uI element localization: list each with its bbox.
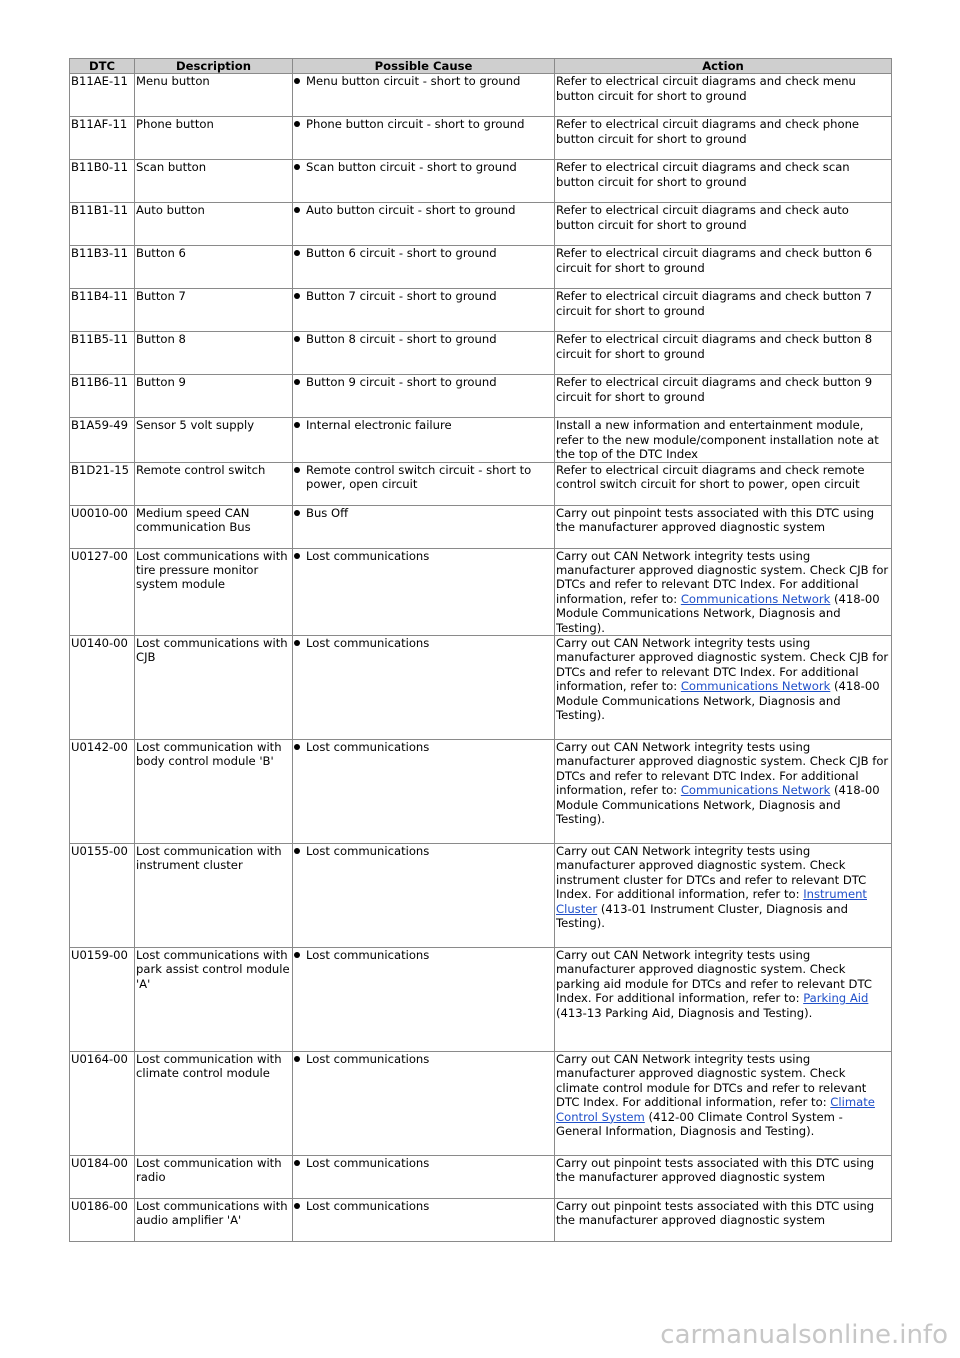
possible-cause <box>294 844 552 858</box>
dtc-description: Lost communication with instrument cluster <box>135 844 293 948</box>
bullet-icon <box>294 379 300 385</box>
dtc-description: Menu button <box>135 74 293 117</box>
possible-cause-cell <box>293 1156 555 1199</box>
table-row <box>70 844 892 948</box>
action-cell <box>555 1052 892 1156</box>
possible-cause <box>294 74 552 88</box>
bullet-icon <box>294 78 300 84</box>
dtc-description: Lost communications with CJB <box>135 636 293 740</box>
action-cell <box>555 332 892 375</box>
action-cell <box>555 117 892 160</box>
possible-cause-cell <box>293 74 555 117</box>
action-cell <box>555 74 892 117</box>
possible-cause <box>294 740 552 754</box>
possible-cause <box>294 246 552 260</box>
table-row <box>70 418 892 462</box>
action-cell <box>555 505 892 548</box>
dtc-description: Button 9 <box>135 375 293 418</box>
header-action: Action <box>555 59 892 74</box>
bullet-icon <box>294 422 300 428</box>
reference-link[interactable]: Instrument Cluster <box>556 887 867 916</box>
action-text: Install a new information and entertainment module, refer to the new module/component installation note at the top of the DTC Index <box>556 418 879 462</box>
possible-cause <box>294 636 552 650</box>
reference-link[interactable]: Communications Network <box>680 591 831 606</box>
possible-cause-text: Lost communications <box>306 844 430 859</box>
action-text: (418-00 Module Communications Network, Diagnosis and Testing). <box>556 591 880 635</box>
bullet-icon <box>294 848 300 854</box>
possible-cause-text: Lost communications <box>306 1052 430 1067</box>
possible-cause <box>294 117 552 131</box>
possible-cause <box>294 332 552 346</box>
table-row <box>70 548 892 635</box>
table-row <box>70 1199 892 1242</box>
possible-cause-text: Button 9 circuit - short to ground <box>306 375 497 390</box>
dtc-description: Lost communication with body control module 'B' <box>135 740 293 844</box>
watermark: carmanualsonline.info <box>660 1320 948 1350</box>
bullet-icon <box>294 510 300 516</box>
action-cell <box>555 203 892 246</box>
possible-cause-cell <box>293 740 555 844</box>
dtc-code: U0140-00 <box>70 636 135 740</box>
possible-cause-text: Scan button circuit - short to ground <box>306 160 517 175</box>
possible-cause-text: Lost communications <box>306 548 430 563</box>
possible-cause-text: Lost communications <box>306 1156 430 1171</box>
table-row <box>70 740 892 844</box>
header-possible-cause: Possible Cause <box>293 59 555 74</box>
bullet-icon <box>294 640 300 646</box>
possible-cause <box>294 1052 552 1066</box>
possible-cause <box>294 506 552 520</box>
reference-link[interactable]: Communications Network <box>680 679 831 694</box>
action-text: Carry out CAN Network integrity tests using manufacturer approved diagnostic system. Check CJB for DTCs and refer to relevant DTC Index. For additional information, refer to: <box>556 548 889 606</box>
table-row <box>70 948 892 1052</box>
dtc-table <box>69 58 892 1242</box>
table-row <box>70 1156 892 1199</box>
table-row <box>70 117 892 160</box>
bullet-icon <box>294 467 300 473</box>
possible-cause-text: Remote control switch circuit - short to power, open circuit <box>306 462 532 492</box>
dtc-description: Lost communications with audio amplifier 'A' <box>135 1199 293 1242</box>
action-cell <box>555 1156 892 1199</box>
action-text: (412-00 Climate Control System - General Information, Diagnosis and Testing). <box>556 1109 843 1139</box>
dtc-code: B11B5-11 <box>70 332 135 375</box>
action-cell <box>555 375 892 418</box>
table-row <box>70 332 892 375</box>
dtc-code: U0155-00 <box>70 844 135 948</box>
table-row <box>70 246 892 289</box>
action-cell <box>555 1199 892 1242</box>
possible-cause-cell <box>293 462 555 505</box>
action-text: Carry out CAN Network integrity tests using manufacturer approved diagnostic system. Check CJB for DTCs and refer to relevant DTC Index. For additional information, refer to: <box>556 740 889 798</box>
possible-cause-cell <box>293 117 555 160</box>
dtc-code: B11B0-11 <box>70 160 135 203</box>
possible-cause <box>294 203 552 217</box>
dtc-description: Button 8 <box>135 332 293 375</box>
action-cell <box>555 948 892 1052</box>
dtc-code: B11B4-11 <box>70 289 135 332</box>
header-dtc: DTC <box>70 59 135 74</box>
possible-cause-cell <box>293 289 555 332</box>
bullet-icon <box>294 250 300 256</box>
table-row <box>70 636 892 740</box>
dtc-code: U0164-00 <box>70 1052 135 1156</box>
dtc-code: U0142-00 <box>70 740 135 844</box>
dtc-description: Lost communications with park assist control module 'A' <box>135 948 293 1052</box>
action-cell <box>555 289 892 332</box>
reference-link[interactable]: Climate Control System <box>556 1095 875 1124</box>
possible-cause-text: Menu button circuit - short to ground <box>306 74 521 89</box>
possible-cause-cell <box>293 548 555 635</box>
dtc-description: Button 6 <box>135 246 293 289</box>
dtc-code: B11AE-11 <box>70 74 135 117</box>
action-text: Carry out pinpoint tests associated with this DTC using the manufacturer approved diagnostic system <box>556 1199 875 1228</box>
table-row <box>70 289 892 332</box>
bullet-icon <box>294 744 300 750</box>
reference-link[interactable]: Communications Network <box>680 783 831 798</box>
dtc-description: Remote control switch <box>135 462 293 505</box>
action-text: Carry out CAN Network integrity tests using manufacturer approved diagnostic system. Check parking aid module for DTCs and refer to relevant DTC Index. For additional information, refer to: <box>556 948 872 1006</box>
action-text: Refer to electrical circuit diagrams and check menu button circuit for short to ground <box>556 74 856 103</box>
action-text: Refer to electrical circuit diagrams and check scan button circuit for short to ground <box>556 160 850 189</box>
possible-cause-cell <box>293 246 555 289</box>
table-row <box>70 505 892 548</box>
bullet-icon <box>294 1160 300 1166</box>
bullet-icon <box>294 1203 300 1209</box>
header-description: Description <box>135 59 293 74</box>
table-row <box>70 375 892 418</box>
reference-link[interactable]: Parking Aid <box>803 991 869 1006</box>
possible-cause-cell <box>293 1199 555 1242</box>
action-text: Refer to electrical circuit diagrams and check remote control switch circuit for short to power, open circuit <box>556 462 865 492</box>
possible-cause-text: Button 8 circuit - short to ground <box>306 332 497 347</box>
possible-cause-text: Internal electronic failure <box>306 418 452 433</box>
action-text: Carry out CAN Network integrity tests using manufacturer approved diagnostic system. Check climate control module for DTCs and refer to relevant DTC Index. For additional information, refer to: <box>556 1052 867 1110</box>
possible-cause <box>294 1199 552 1213</box>
action-text: Refer to electrical circuit diagrams and check auto button circuit for short to ground <box>556 203 849 232</box>
action-text: Refer to electrical circuit diagrams and check button 6 circuit for short to ground <box>556 246 873 275</box>
possible-cause-text: Bus Off <box>306 505 349 520</box>
table-row <box>70 462 892 505</box>
action-cell <box>555 418 892 462</box>
possible-cause-cell <box>293 505 555 548</box>
possible-cause-cell <box>293 375 555 418</box>
possible-cause <box>294 549 552 563</box>
possible-cause <box>294 463 552 492</box>
dtc-code: B11AF-11 <box>70 117 135 160</box>
action-text: Carry out pinpoint tests associated with this DTC using the manufacturer approved diagnostic system <box>556 1156 875 1185</box>
possible-cause <box>294 1156 552 1170</box>
dtc-description: Auto button <box>135 203 293 246</box>
action-cell <box>555 844 892 948</box>
dtc-description: Lost communications with tire pressure monitor system module <box>135 548 293 635</box>
possible-cause-text: Lost communications <box>306 740 430 755</box>
action-text: Carry out CAN Network integrity tests using manufacturer approved diagnostic system. Check CJB for DTCs and refer to relevant DTC Index. For additional information, refer to: <box>556 636 889 694</box>
action-text: Carry out CAN Network integrity tests using manufacturer approved diagnostic system. Check instrument cluster for DTCs and refer to relevant DTC Index. For additional information, refer to: <box>556 844 867 902</box>
possible-cause <box>294 418 552 432</box>
possible-cause-text: Button 6 circuit - short to ground <box>306 246 497 261</box>
dtc-code: U0159-00 <box>70 948 135 1052</box>
action-cell <box>555 740 892 844</box>
action-text: (418-00 Module Communications Network, Diagnosis and Testing). <box>556 679 880 723</box>
bullet-icon <box>294 952 300 958</box>
table-header-row <box>70 59 892 74</box>
dtc-code: B11B3-11 <box>70 246 135 289</box>
bullet-icon <box>294 1056 300 1062</box>
possible-cause-cell <box>293 844 555 948</box>
table-row <box>70 1052 892 1156</box>
possible-cause <box>294 948 552 962</box>
action-text: Carry out pinpoint tests associated with this DTC using the manufacturer approved diagnostic system <box>556 505 875 535</box>
table-row <box>70 160 892 203</box>
dtc-description: Lost communication with climate control module <box>135 1052 293 1156</box>
dtc-description: Button 7 <box>135 289 293 332</box>
action-text: Refer to electrical circuit diagrams and check phone button circuit for short to ground <box>556 117 860 146</box>
possible-cause-text: Lost communications <box>306 948 430 963</box>
possible-cause-cell <box>293 418 555 462</box>
action-text: Refer to electrical circuit diagrams and check button 9 circuit for short to ground <box>556 375 873 404</box>
action-cell <box>555 548 892 635</box>
dtc-description: Scan button <box>135 160 293 203</box>
dtc-code: B1A59-49 <box>70 418 135 462</box>
possible-cause-cell <box>293 1052 555 1156</box>
action-text: (418-00 Module Communications Network, Diagnosis and Testing). <box>556 783 880 827</box>
possible-cause-cell <box>293 203 555 246</box>
dtc-code: U0184-00 <box>70 1156 135 1199</box>
action-text: Refer to electrical circuit diagrams and check button 7 circuit for short to ground <box>556 289 873 318</box>
possible-cause <box>294 375 552 389</box>
possible-cause-text: Phone button circuit - short to ground <box>306 117 525 132</box>
possible-cause-text: Lost communications <box>306 1199 430 1214</box>
bullet-icon <box>294 553 300 559</box>
dtc-description: Sensor 5 volt supply <box>135 418 293 462</box>
possible-cause <box>294 160 552 174</box>
possible-cause-cell <box>293 636 555 740</box>
possible-cause-text: Button 7 circuit - short to ground <box>306 289 497 304</box>
dtc-code: U0186-00 <box>70 1199 135 1242</box>
possible-cause <box>294 289 552 303</box>
dtc-code: B11B1-11 <box>70 203 135 246</box>
dtc-description: Phone button <box>135 117 293 160</box>
bullet-icon <box>294 207 300 213</box>
action-text: (413-01 Instrument Cluster, Diagnosis and Testing). <box>556 901 848 931</box>
possible-cause-cell <box>293 948 555 1052</box>
dtc-code: B1D21-15 <box>70 462 135 505</box>
table-row <box>70 203 892 246</box>
dtc-code: U0127-00 <box>70 548 135 635</box>
bullet-icon <box>294 164 300 170</box>
bullet-icon <box>294 121 300 127</box>
dtc-description: Lost communication with radio <box>135 1156 293 1199</box>
bullet-icon <box>294 336 300 342</box>
action-cell <box>555 462 892 505</box>
possible-cause-text: Lost communications <box>306 636 430 651</box>
table-row <box>70 74 892 117</box>
action-text: (413-13 Parking Aid, Diagnosis and Testing). <box>556 1005 813 1020</box>
possible-cause-cell <box>293 160 555 203</box>
dtc-code: U0010-00 <box>70 505 135 548</box>
bullet-icon <box>294 293 300 299</box>
action-cell <box>555 636 892 740</box>
possible-cause-text: Auto button circuit - short to ground <box>306 203 516 218</box>
action-cell <box>555 160 892 203</box>
possible-cause-cell <box>293 332 555 375</box>
dtc-code: B11B6-11 <box>70 375 135 418</box>
dtc-description: Medium speed CAN communication Bus <box>135 505 293 548</box>
action-cell <box>555 246 892 289</box>
action-text: Refer to electrical circuit diagrams and check button 8 circuit for short to ground <box>556 332 873 361</box>
